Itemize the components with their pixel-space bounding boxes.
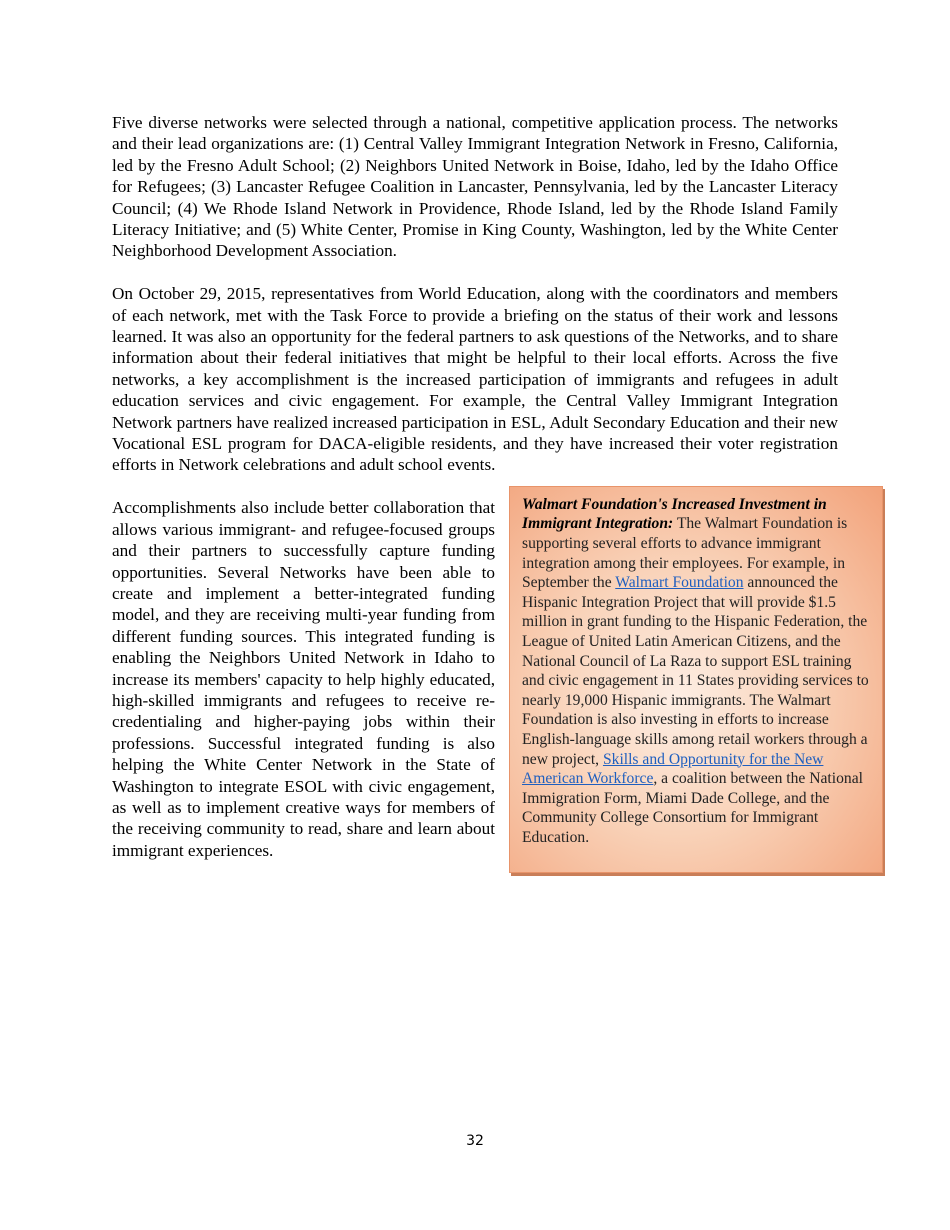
callout-text-2: announced the Hispanic Integration Project that will provide $1.5 million in grant funding to the Hispanic Federation, the League of United Latin American Citizens, and the National Council of La Raza to support ESL training and civic engagement in 11 States providing services to nearly 19,000 Hispanic immigrants. The Walmart Foundation is also investing in efforts to increase English-language skills among retail workers through a new project,	[522, 574, 869, 768]
document-body	[112, 112, 869, 887]
page-number: 32	[466, 1133, 484, 1149]
callout-text-3: , a coalition between the National Immigration Form, Miami Dade College, and the Community College Consortium for Immigrant Education.	[522, 770, 863, 846]
callout-text-1: The Walmart Foundation is supporting several efforts to advance immigrant integration among their employees. For example, in September the	[522, 515, 848, 592]
paragraph-briefing-text: On October 29, 2015, representatives from World Education, along with the coordinators and members of each network, met with the Task Force to provide a briefing on the status of their work and lessons learned. It was also an opportunity for the federal partners to ask questions of the Networks, and to share information about their federal initiatives that might be helpful to their local efforts. Across the five networks, a key accomplishment is the increased participation of immigrants and refugees in adult education services and civic engagement. For example, the Central Valley Immigrant Integration Network partners have realized increased participation in ESL, Adult Secondary Education and their new Vocational ESL program for DACA-eligible residents, and they have increased their voter registration efforts in Network celebrations and adult school events.	[112, 284, 838, 475]
walmart-foundation-callout	[509, 486, 883, 873]
paragraph-networks: Five diverse networks were selected through a national, competitive application process. The networks and their lead organizations are: (1) Central Valley Immigrant Integration Network in Fresno, California, led by the Fresno Adult School; (2) Neighbors United Network in Boise, Idaho, led by the Idaho Office for Refugees; (3) Lancaster Refugee Coalition in Lancaster, Pennsylvania, led by the Lancaster Literacy Council; (4) We Rhode Island Network in Providence, Rhode Island, led by the Rhode Island Family Literacy Initiative; and (5) White Center, Promise in King County, Washington, led by the White Center Neighborhood Development Association.	[112, 113, 838, 261]
callout-heading: Walmart Foundation's Increased Investment in Immigrant Integration:	[522, 495, 827, 533]
paragraph-accomplishments: Accomplishments also include better collaboration that allows various immigrant- and refugee-focused groups and their partners to successfully capture funding opportunities. Several Networks have been able to create and implement a better-integrated funding model, and they are receiving multi-year funding from different funding sources. This integrated funding is enabling the Neighbors United Network in Idaho to increase its members' capacity to help highly educated, high-skilled immigrants and refugees to receive re-credentialing and higher-paying jobs within their professions. Successful integrated funding is also helping the White Center Network in the State of Washington to integrate ESOL with civic engagement, as well as to implement creative ways for members of the receiving community to read, share and learn about immigrant experiences.	[112, 498, 495, 860]
skills-opportunity-link[interactable]: Skills and Opportunity for the New American Workforce	[522, 750, 824, 788]
walmart-foundation-link[interactable]: Walmart Foundation	[615, 574, 744, 592]
paragraph-briefing	[112, 283, 838, 476]
